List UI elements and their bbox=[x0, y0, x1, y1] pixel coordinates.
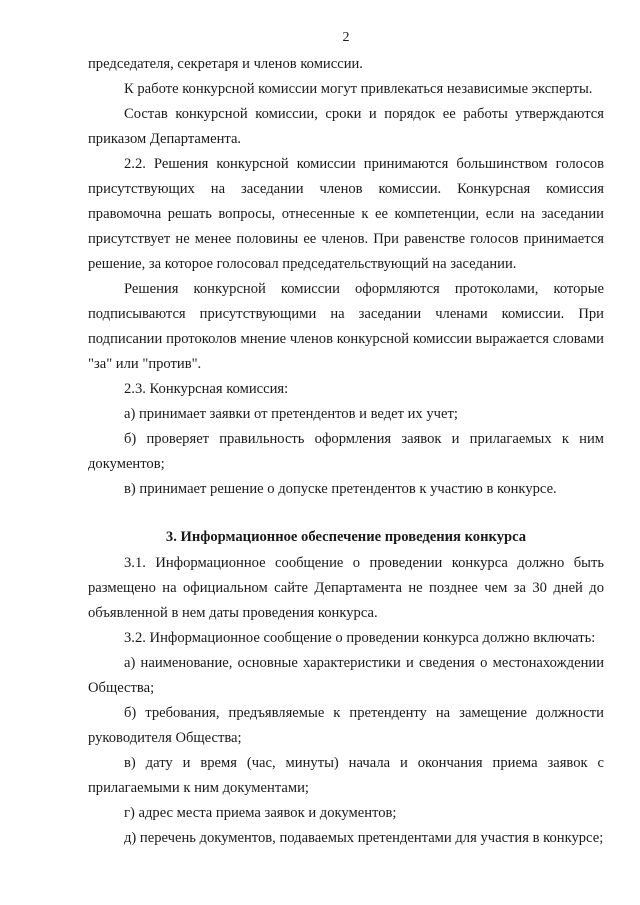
list-item-3-2-g: г) адрес места приема заявок и документов; bbox=[124, 805, 397, 821]
paragraph-commission-members: председателя, секретаря и членов комиссии. bbox=[88, 56, 363, 72]
paragraph-commission-composition: Состав конкурсной комиссии, сроки и порядок ее работы утверждаются приказом Департамента. bbox=[88, 106, 604, 147]
paragraph-protocols: Решения конкурсной комиссии оформляются протоколами, которые подписываются присутствующими на заседании членами комиссии. При подписании протоколов мнение членов конкурсной комиссии выражается словами "за" или "против". bbox=[88, 281, 604, 372]
list-item-3-2-v: в) дату и время (час, минуты) начала и окончания приема заявок с прилагаемыми к ним документами; bbox=[88, 755, 604, 796]
document-page bbox=[88, 28, 604, 851]
paragraph-independent-experts: К работе конкурсной комиссии могут привлекаться независимые эксперты. bbox=[124, 81, 593, 97]
list-item-2-3-a: а) принимает заявки от претендентов и ведет их учет; bbox=[124, 406, 458, 422]
paragraph-3-1: 3.1. Информационное сообщение о проведении конкурса должно быть размещено на официальном сайте Департамента не позднее чем за 30 дней до объявленной в нем даты проведения конкурса. bbox=[88, 555, 604, 621]
page-number: 2 bbox=[342, 30, 350, 45]
paragraph-2-3-commission: 2.3. Конкурсная комиссия: bbox=[124, 381, 289, 397]
paragraph-3-2: 3.2. Информационное сообщение о проведении конкурса должно включать: bbox=[124, 630, 596, 646]
list-item-2-3-b: б) проверяет правильность оформления заявок и прилагаемых к ним документов; bbox=[88, 431, 604, 472]
list-item-2-3-v: в) принимает решение о допуске претендентов к участию в конкурсе. bbox=[124, 481, 557, 497]
section-3-heading: 3. Информационное обеспечение проведения конкурса bbox=[165, 529, 527, 545]
list-item-3-2-b: б) требования, предъявляемые к претенденту на замещение должности руководителя Общества; bbox=[88, 705, 604, 746]
paragraph-2-2-decisions: 2.2. Решения конкурсной комиссии принимаются большинством голосов присутствующих на заседании членов комиссии. Конкурсная комиссия правомочна решать вопросы, отнесенные к ее компетенции, если на заседании присутствует не менее половины ее членов. При равенстве голосов принимается решение, за которое голосовал председательствующий на заседании. bbox=[88, 156, 604, 272]
list-item-3-2-d: д) перечень документов, подаваемых претендентами для участия в конкурсе; bbox=[124, 830, 604, 846]
list-item-3-2-a: а) наименование, основные характеристики и сведения о местонахождении Общества; bbox=[88, 655, 604, 696]
